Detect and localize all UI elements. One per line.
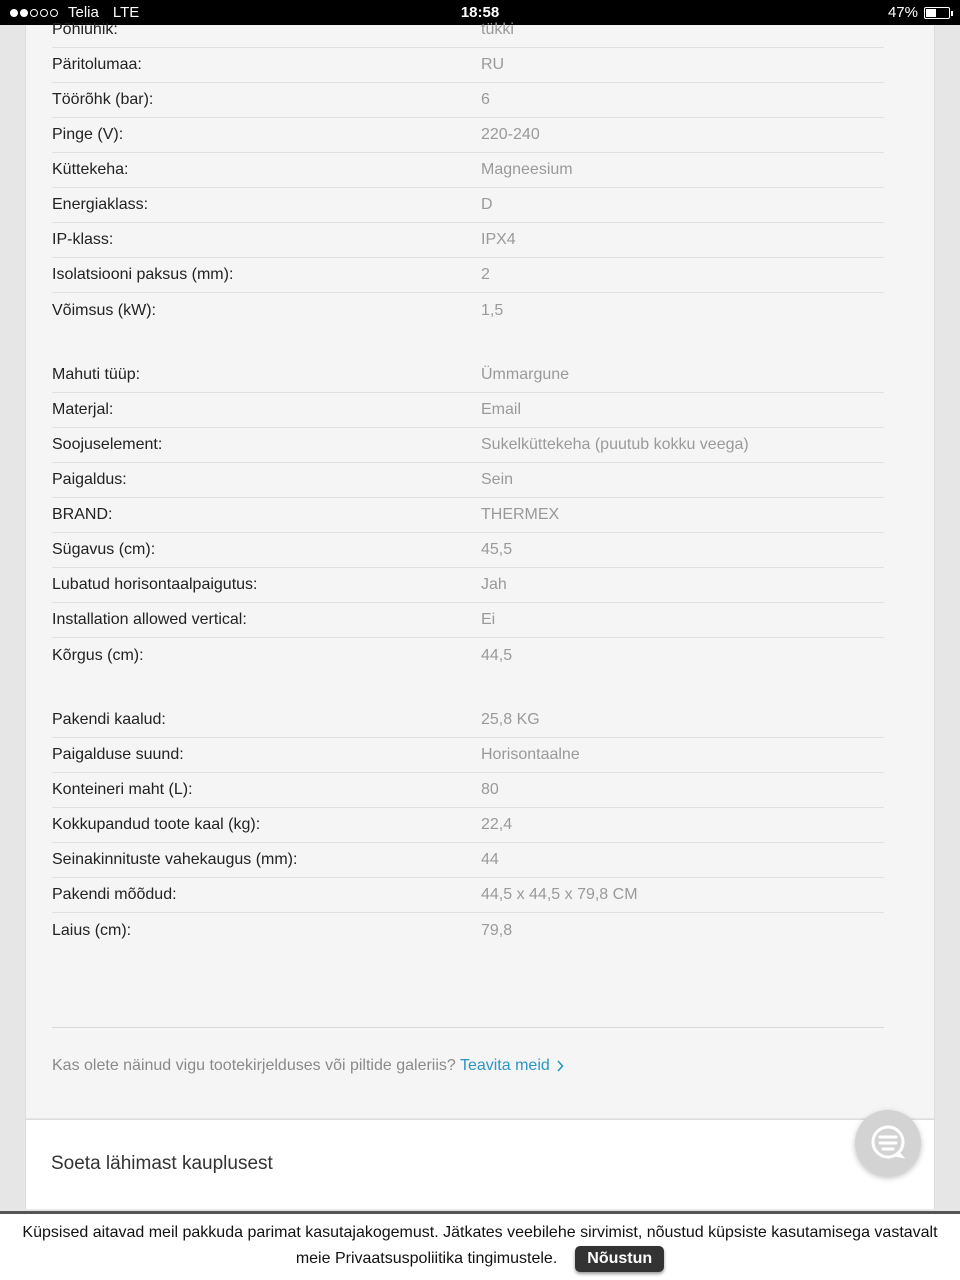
spec-label: Soojuselement: (52, 436, 163, 453)
spec-row (52, 258, 884, 293)
spec-row (52, 533, 884, 568)
spec-value: 79,8 (481, 921, 513, 939)
spec-row (52, 738, 884, 773)
spec-label: Konteineri maht (L): (52, 781, 193, 798)
cookie-text-line2: meie Privaatsuspoliitika tingimustele. (295, 1250, 558, 1267)
spec-value: 6 (481, 91, 490, 108)
spec-value: 45,5 (481, 541, 513, 558)
nearest-store-section[interactable] (25, 1119, 935, 1209)
spec-row (52, 498, 884, 533)
spec-group (52, 703, 884, 948)
spec-row (52, 188, 884, 223)
spec-group (52, 13, 884, 328)
spec-row (52, 568, 884, 603)
spec-value: Sein (481, 471, 514, 488)
spec-label: Võimsus (kW): (52, 301, 156, 319)
spec-value: D (481, 196, 493, 213)
accept-cookies-button[interactable]: Nõustun (575, 1246, 664, 1272)
spec-value: Ei (481, 611, 496, 628)
spec-label: Paigalduse suund: (52, 746, 184, 763)
spec-row (52, 13, 884, 48)
report-link-label: Teavita meid (459, 1057, 550, 1074)
battery-percent: 47% (887, 4, 918, 21)
signal-strength-icon (10, 9, 58, 17)
spec-value: 2 (481, 266, 490, 283)
spec-label: Pakendi mõõdud: (52, 886, 177, 903)
spec-row (52, 358, 884, 393)
spec-label: Päritolumaa: (52, 56, 142, 73)
spec-value: tükki (481, 21, 514, 38)
spec-label: Laius (cm): (52, 921, 132, 939)
spec-value: Horisontaalne (481, 746, 580, 763)
spec-value: 80 (481, 781, 499, 798)
product-specs-card (25, 21, 935, 1118)
spec-label: Sügavus (cm): (52, 541, 156, 558)
spec-label: Pinge (V): (52, 126, 124, 143)
spec-label: Töörõhk (bar): (52, 91, 154, 108)
spec-row (52, 153, 884, 188)
chat-bubble-icon (868, 1123, 908, 1163)
spec-row (52, 223, 884, 258)
spec-value: Magneesium (481, 161, 573, 178)
spec-label: Kokkupandud toote kaal (kg): (52, 816, 261, 833)
divider (52, 1027, 884, 1028)
spec-value: 220-240 (481, 126, 540, 143)
spec-row (52, 293, 884, 328)
spec-row (52, 118, 884, 153)
spec-label: Isolatsiooni paksus (mm): (52, 266, 234, 283)
spec-label: IP-klass: (52, 231, 114, 248)
report-link[interactable] (460, 1057, 564, 1074)
spec-label: Küttekeha: (52, 161, 129, 178)
network-type: LTE (112, 4, 140, 21)
report-error-text (52, 1057, 564, 1075)
spec-value: Sukelküttekeha (puutub kokku veega) (481, 436, 749, 453)
spec-value: 44,5 x 44,5 x 79,8 CM (481, 886, 638, 903)
battery-icon (924, 7, 950, 19)
clock: 18:58 (460, 4, 500, 21)
spec-row (52, 843, 884, 878)
spec-label: Kõrgus (cm): (52, 646, 144, 664)
spec-label: Lubatud horisontaalpaigutus: (52, 576, 258, 593)
specs-table (52, 13, 884, 948)
spec-row (52, 603, 884, 638)
spec-value: Email (481, 401, 522, 418)
spec-row (52, 773, 884, 808)
spec-label: Installation allowed vertical: (52, 611, 247, 628)
cookie-text-line1: Küpsised aitavad meil pakkuda parimat kasutajakogemust. Jätkates veebilehe sirvimist, nõustud küpsiste kasutamisega vastavalt (22, 1224, 938, 1241)
spec-row (52, 393, 884, 428)
spec-value: THERMEX (481, 506, 560, 523)
spec-label: Pakendi kaalud: (52, 711, 166, 728)
spec-label: BRAND: (52, 506, 113, 523)
spec-row (52, 703, 884, 738)
spec-row (52, 638, 884, 673)
report-question: Kas olete näinud vigu tootekirjelduses või piltide galeriis? (52, 1057, 456, 1074)
spec-row (52, 428, 884, 463)
spec-value: 1,5 (481, 301, 504, 319)
spec-value: 25,8 KG (481, 711, 540, 728)
spec-label: Seinakinnituste vahekaugus (mm): (52, 851, 298, 868)
spec-value: 44,5 (481, 646, 513, 664)
spec-row (52, 463, 884, 498)
section-title: Soeta lähimast kauplusest (51, 1153, 273, 1174)
spec-value: RU (481, 56, 505, 73)
spec-value: Ümmargune (481, 366, 570, 383)
spec-row (52, 48, 884, 83)
spec-label: Põhiühik: (52, 21, 118, 38)
spec-value: 22,4 (481, 816, 513, 833)
spec-row (52, 808, 884, 843)
spec-row (52, 83, 884, 118)
spec-row (52, 878, 884, 913)
spec-label: Energiaklass: (52, 196, 149, 213)
chat-button[interactable] (855, 1110, 921, 1176)
spec-value: Jah (481, 576, 507, 593)
spec-label: Mahuti tüüp: (52, 366, 141, 383)
spec-label: Materjal: (52, 401, 114, 418)
chevron-right-icon (556, 1060, 564, 1072)
spec-value: IPX4 (481, 231, 516, 248)
spec-row (52, 913, 884, 948)
spec-value: 44 (481, 851, 499, 868)
spec-label: Paigaldus: (52, 471, 127, 488)
carrier-name: Telia (68, 4, 99, 21)
cookie-banner (0, 1211, 960, 1280)
spec-group (52, 358, 884, 673)
